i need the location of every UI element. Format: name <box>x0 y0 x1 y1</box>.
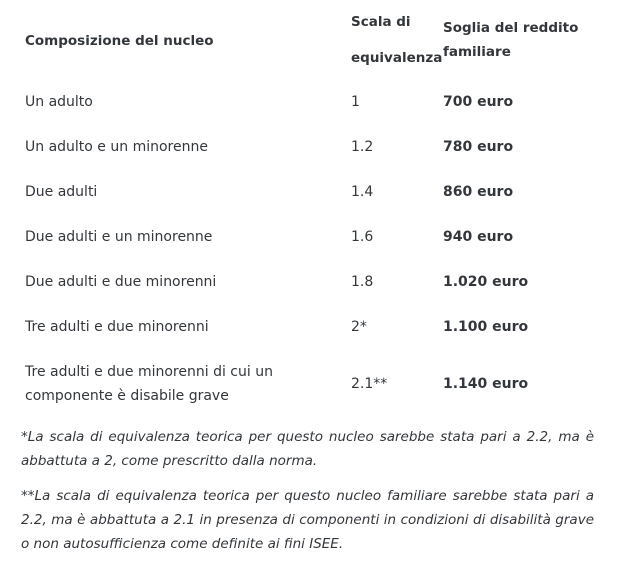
table-row-scale: 2.1** <box>351 376 388 392</box>
table-row-scale: 1.8 <box>351 274 374 290</box>
table-row-composition: Due adulti e due minorenni <box>25 274 217 290</box>
table-row-threshold: 1.020 euro <box>443 274 529 290</box>
table-row-scale: 1 <box>351 94 360 110</box>
table-row-threshold: 1.140 euro <box>443 376 529 392</box>
table-row-threshold: 1.100 euro <box>443 319 529 335</box>
table-row-composition: Un adulto <box>25 94 93 110</box>
table-row-composition: Due adulti e un minorenne <box>25 229 213 245</box>
table-row-threshold: 700 euro <box>443 94 514 110</box>
header-threshold-line2: familiare <box>443 44 511 60</box>
table-row-threshold: 780 euro <box>443 139 514 155</box>
header-scale-line1: Scala di <box>351 14 411 30</box>
table-row-scale: 1.6 <box>351 229 374 245</box>
footnote-1: *La scala di equivalenza teorica per questo nucleo sarebbe stata pari a 2.2, ma è abbattuta a 2, come prescritto dalla norma. <box>21 429 594 469</box>
header-threshold-line1: Soglia del reddito <box>443 20 579 36</box>
table-row-scale: 2* <box>351 319 367 335</box>
table-row-composition: Tre adulti e due minorenni <box>25 319 209 335</box>
header-composition: Composizione del nucleo <box>25 33 214 49</box>
header-scale-line2: equivalenza <box>351 50 443 66</box>
footnote-2: **La scala di equivalenza teorica per questo nucleo familiare sarebbe stata pari a 2.2, ma è abbattuta a 2.1 in presenza di componenti in condizioni di disabilità grave o non autosufficienza come definite ai fini ISEE. <box>21 488 594 552</box>
table-row-composition-line2: componente è disabile grave <box>25 388 229 404</box>
table-row-composition-line1: Tre adulti e due minorenni di cui un <box>25 364 273 380</box>
table-row-threshold: 860 euro <box>443 184 514 200</box>
table-row-scale: 1.2 <box>351 139 374 155</box>
table-row-threshold: 940 euro <box>443 229 514 245</box>
table-row-composition: Due adulti <box>25 184 98 200</box>
table-row-composition: Un adulto e un minorenne <box>25 139 208 155</box>
table-row-scale: 1.4 <box>351 184 374 200</box>
